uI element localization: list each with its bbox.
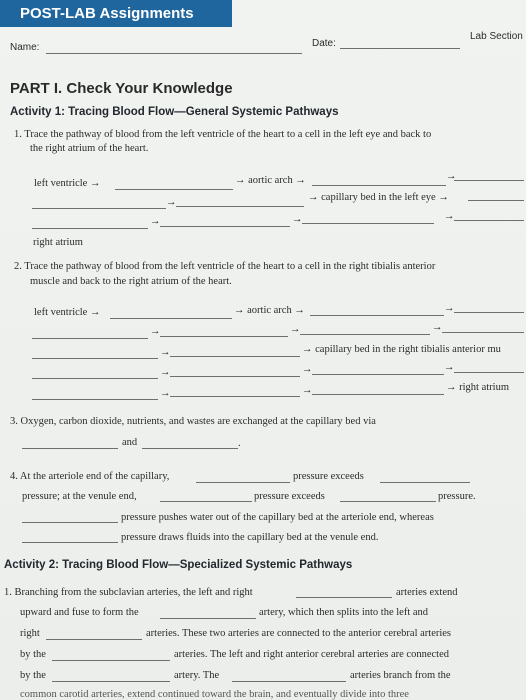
q2-arrow: → [160,388,171,399]
date-label: Date: [312,38,336,49]
q2-capillary-bed: → capillary bed in the right tibialis anterior mu [302,344,501,355]
q1-arrow: → [166,197,177,208]
q4-line4: pressure draws fluids into the capillary bed at the venule end. [121,532,379,543]
a2-q1-line5-start: by the [20,670,46,681]
q1-arrow: → [292,214,303,225]
a2-q1-line1-end: arteries extend [396,587,458,598]
q2-arrow: → [160,367,171,378]
a2-q1-line4-end: arteries. The left and right anterior cerebral arteries are connected [174,649,449,660]
q2-blank-15[interactable] [170,396,300,397]
q2-blank-13[interactable] [454,372,524,373]
a2-blank-1[interactable] [296,597,392,598]
q1-arrow: → [446,171,457,182]
q1-aortic-arch: → aortic arch → [235,175,306,186]
part-one-heading: PART I. Check Your Knowledge [10,80,233,97]
q4-blank-1[interactable] [196,482,290,483]
q4-line1-pressure-exceeds: pressure exceeds [293,471,364,482]
q1-arrow: → [150,216,161,227]
name-field[interactable] [46,53,302,54]
q4-line2-end: pressure. [438,491,476,502]
q2-blank-2[interactable] [310,315,444,316]
q2-prompt-line2: muscle and back to the right atrium of the heart. [30,276,232,287]
q1-blank-6[interactable] [468,200,524,201]
q2-blank-7[interactable] [442,332,524,333]
q2-arrow: → [150,326,161,337]
q2-blank-11[interactable] [170,376,300,377]
q2-blank-1[interactable] [110,318,232,319]
q1-blank-1[interactable] [115,189,233,190]
q2-blank-16[interactable] [312,394,444,395]
activity-one-heading: Activity 1: Tracing Blood Flow—General Systemic Pathways [10,106,339,118]
q2-arrow: → [302,364,313,375]
q3-blank-2[interactable] [142,448,238,449]
q4-line2-pressure-exceeds: pressure exceeds [254,491,325,502]
q2-blank-10[interactable] [32,378,158,379]
q3-prompt: 3. Oxygen, carbon dioxide, nutrients, and wastes are exchanged at the capillary bed via [10,416,376,427]
q3-blank-1[interactable] [22,448,118,449]
a2-q1-line3-start: right [20,628,40,639]
q2-arrow: → [432,322,443,333]
q2-arrow: → [160,347,171,358]
q2-blank-9[interactable] [170,356,300,357]
q1-blank-4[interactable] [32,208,166,209]
q2-arrow: → [444,362,455,373]
q4-blank-3[interactable] [160,501,252,502]
a2-q1-line1-start: 1. Branching from the subclavian arteries, the left and right [4,587,253,598]
q1-prompt-line1: 1. Trace the pathway of blood from the left ventricle of the heart to a cell in the left eye and back to [14,129,432,140]
q4-blank-5[interactable] [22,522,118,523]
q1-arrow: → [444,211,455,222]
activity-two-heading: Activity 2: Tracing Blood Flow—Specialized Systemic Pathways [4,559,353,571]
q1-blank-10[interactable] [454,220,524,221]
q1-left-ventricle: left ventricle → [34,178,101,189]
a2-q1-line5-end: arteries branch from the [350,670,451,681]
a2-blank-6[interactable] [232,681,346,682]
a2-q1-line4-start: by the [20,649,46,660]
a2-blank-2[interactable] [160,618,256,619]
q2-blank-6[interactable] [300,334,430,335]
q2-blank-12[interactable] [312,374,444,375]
a2-q1-line5-middle: artery. The [174,670,220,681]
q4-blank-2[interactable] [380,482,470,483]
q2-aortic-arch: → aortic arch → [234,305,305,316]
lab-section-label: Lab Section [470,31,523,42]
q2-blank-5[interactable] [160,336,288,337]
q2-right-atrium: → right atrium [446,382,509,393]
q2-arrow: → [302,385,313,396]
q1-capillary-bed: → capillary bed in the left eye → [308,192,449,203]
q1-blank-3[interactable] [454,180,524,181]
q2-left-ventricle: left ventricle → [34,307,101,318]
q2-blank-4[interactable] [32,338,148,339]
q4-blank-6[interactable] [22,542,118,543]
q2-blank-8[interactable] [32,358,158,359]
date-field[interactable] [340,48,460,49]
q1-right-atrium: right atrium [33,237,83,248]
q1-blank-7[interactable] [32,228,148,229]
q4-line3: pressure pushes water out of the capillary bed at the arteriole end, whereas [121,512,434,523]
q4-line2-start: pressure; at the venule end, [22,491,137,502]
q1-blank-8[interactable] [160,226,290,227]
a2-q1-line3-end: arteries. These two arteries are connected to the anterior cerebral arteries [146,628,452,639]
a2-q1-line6: common carotid arteries, extend continued toward the brain, and eventually divide into three [20,689,409,700]
q4-blank-4[interactable] [340,501,436,502]
q1-blank-2[interactable] [312,185,446,186]
q3-period: . [238,438,241,449]
q2-arrow: → [444,303,455,314]
q2-prompt-line1: 2. Trace the pathway of blood from the left ventricle of the heart to a cell in the right tibialis anterior [14,261,436,272]
post-lab-banner: POST-LAB Assignments [0,0,232,27]
q1-prompt-line2: the right atrium of the heart. [30,143,149,154]
a2-q1-line2-start: upward and fuse to form the [20,607,139,618]
q1-blank-9[interactable] [302,223,434,224]
a2-q1-line2-end: artery, which then splits into the left and [259,607,429,618]
q1-blank-5[interactable] [176,206,304,207]
q2-blank-3[interactable] [454,312,524,313]
name-label: Name: [10,42,40,53]
q2-blank-14[interactable] [32,399,158,400]
a2-blank-3[interactable] [46,639,142,640]
q4-line1-start: 4. At the arteriole end of the capillary, [10,471,170,482]
q2-arrow: → [290,324,301,335]
a2-blank-5[interactable] [52,681,170,682]
a2-blank-4[interactable] [52,660,170,661]
q3-and: and [122,437,138,448]
